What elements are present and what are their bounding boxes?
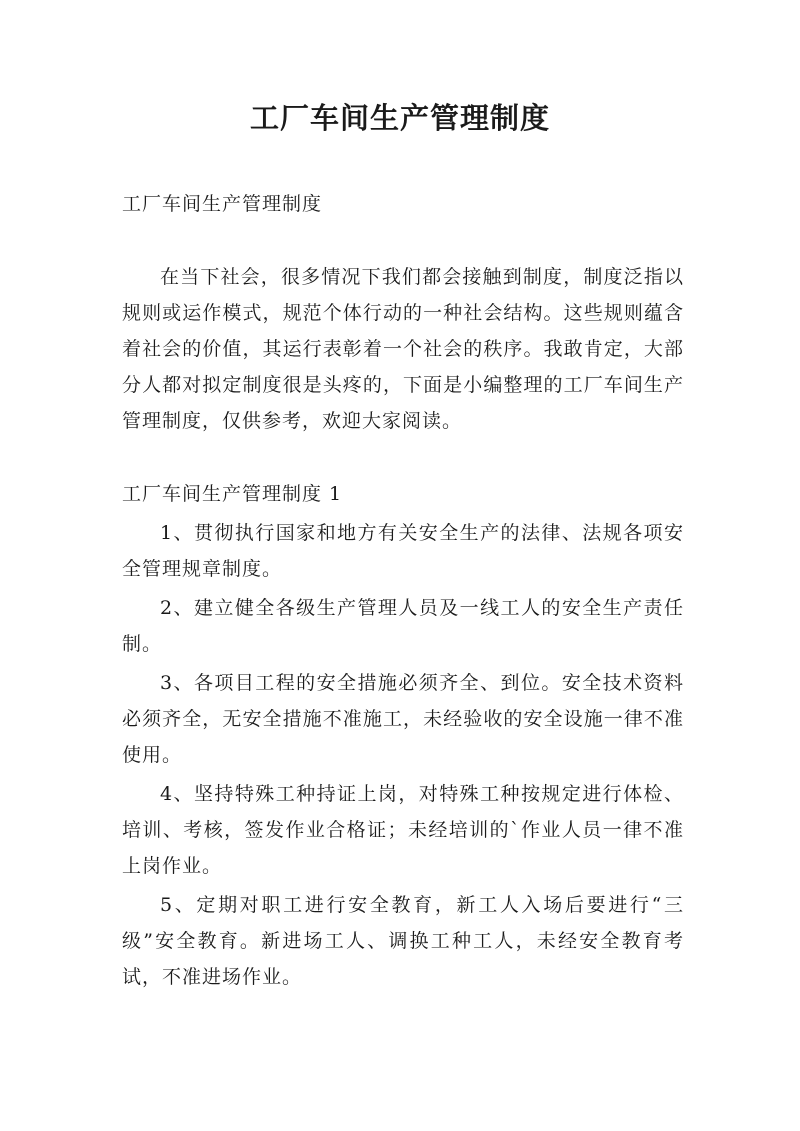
intro-paragraph: 在当下社会，很多情况下我们都会接触到制度，制度泛指以规则或运作模式，规范个体行动的一种社会结构。这些规则蕴含着社会的价值，其运行表彰着一个社会的秩序。我敢肯定，大部分人都对拟定制度很是头疼的，下面是小编整理的工厂车间生产管理制度，仅供参考，欢迎大家阅读。 <box>122 266 684 432</box>
document-subtitle: 工厂车间生产管理制度 <box>122 193 323 215</box>
list-item: 2、建立健全各级生产管理人员及一线工人的安全生产责任制。 <box>122 597 684 655</box>
document-title: 工厂车间生产管理制度 <box>249 101 550 135</box>
section-heading: 工厂车间生产管理制度 1 <box>122 483 343 505</box>
list-item: 3、各项目工程的安全措施必须齐全、到位。安全技术资料必须齐全，无安全措施不准施工，未经验收的安全设施一律不准使用。 <box>122 672 684 766</box>
document-body <box>122 186 684 995</box>
list-item: 4、坚持特殊工种持证上岗，对特殊工种按规定进行体检、培训、考核，签发作业合格证；未经培训的`作业人员一律不准上岗作业。 <box>122 783 684 877</box>
list-item: 5、定期对职工进行安全教育，新工人入场后要进行“三级”安全教育。新进场工人、调换工种工人，未经安全教育考试，不准进场作业。 <box>122 894 684 988</box>
list-item: 1、贯彻执行国家和地方有关安全生产的法律、法规各项安全管理规章制度。 <box>122 522 684 580</box>
